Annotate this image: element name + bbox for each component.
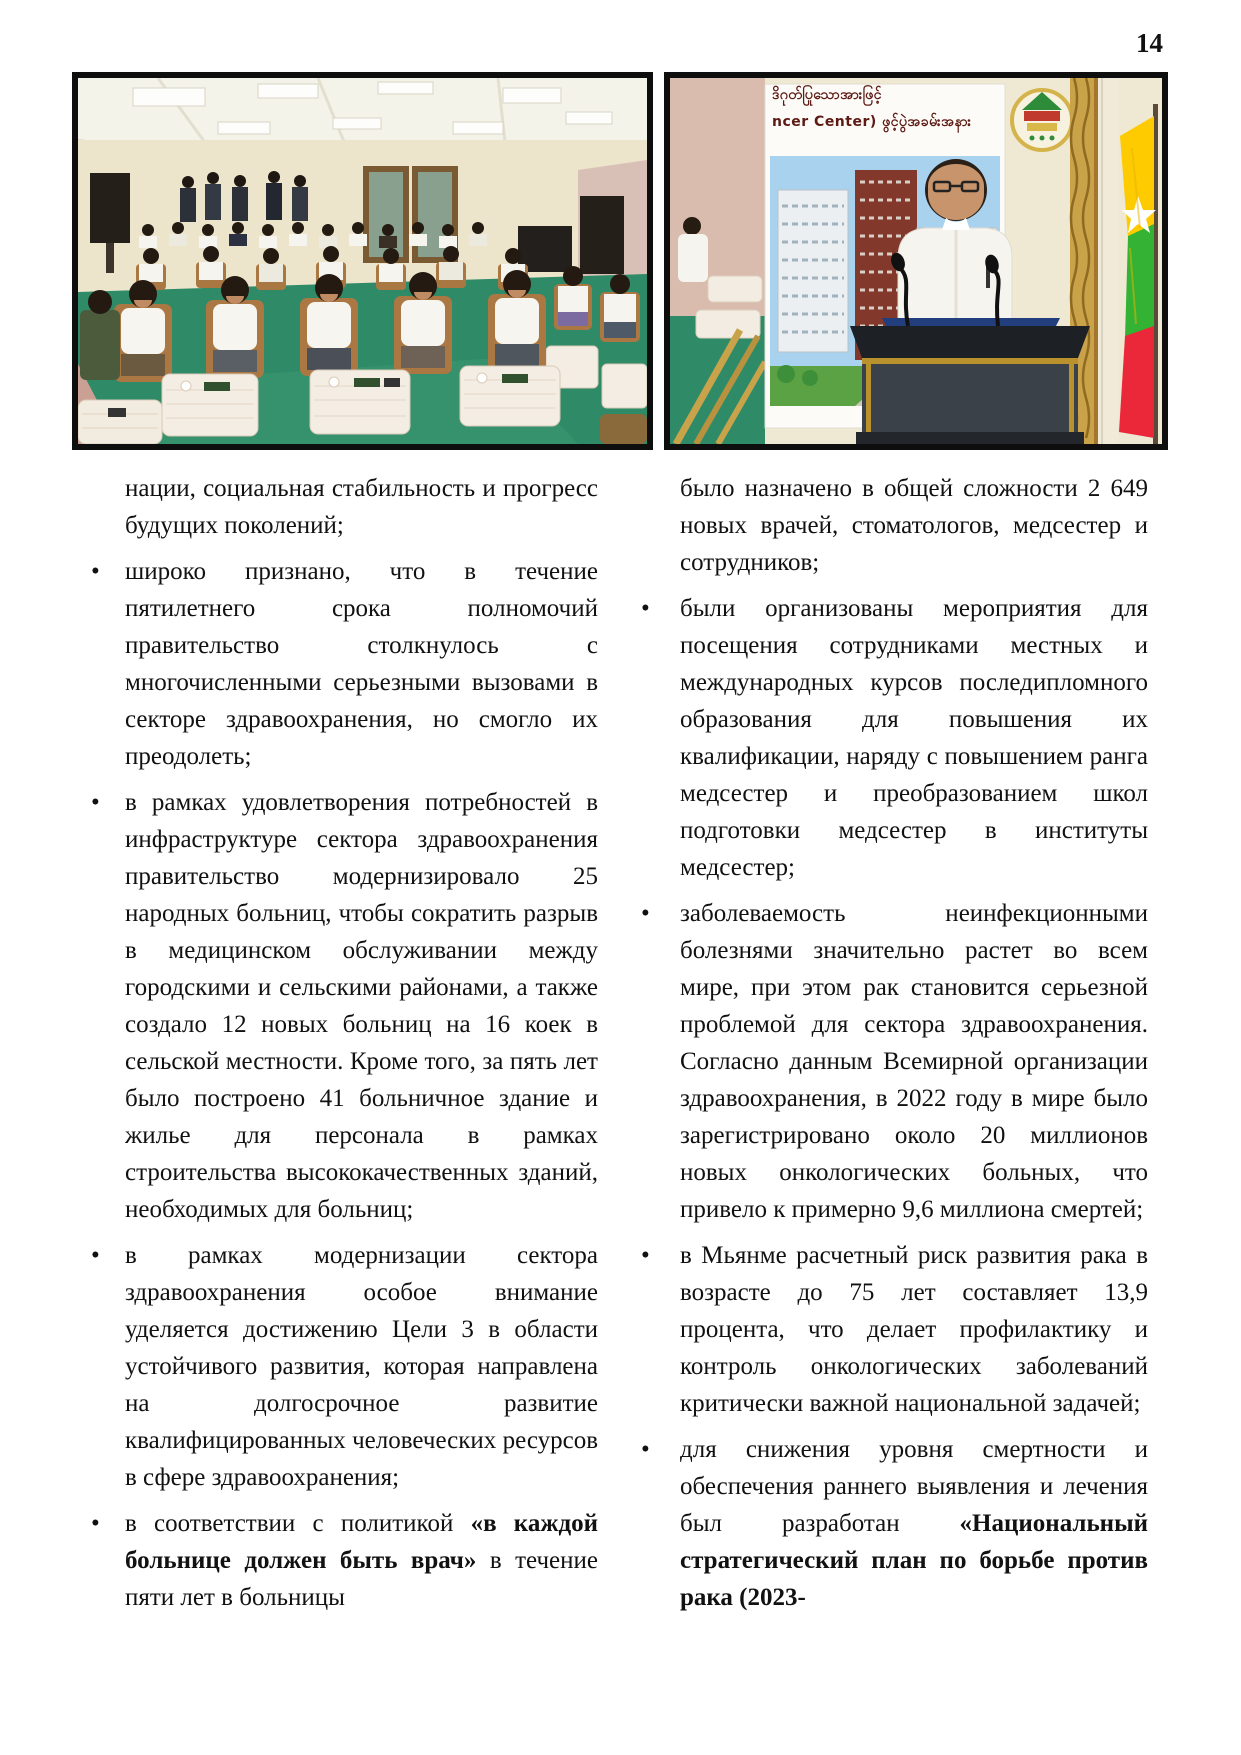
list-item [641, 590, 1148, 886]
list-item [641, 1237, 1148, 1422]
conference-hall-scene [78, 78, 647, 444]
bullet-text: в рамках удовлетворения потребностей в инфраструктуре сектора здравоохранения правительство модернизировало 25 народных больниц, чтобы сократить разрыв в медицинском обслуживании между городскими и сельскими районами, а также создало 12 новых больниц на 16 коек в сельской местности. Кроме того, за пять лет было построено 41 больничное здание и жилье для персонала в рамках строительства высококачественных зданий, необходимых для больниц; [125, 789, 598, 1223]
bullet-icon: • [91, 1510, 100, 1537]
bullet-text-bold: «в каждой больнице должен быть врач» [125, 1510, 598, 1574]
poster-caption [772, 82, 1000, 136]
bullet-text-bold: «Национальный стратегический план по борьбе против рака (2023- [680, 1510, 1148, 1611]
bullet-icon: • [641, 595, 650, 622]
bullet-icon: • [641, 1436, 650, 1463]
bullet-text: в Мьянме расчетный риск развития рака в возрасте до 75 лет составляет 13,9 процента, что делает профилактику и контроль онкологических заболеваний критически важной национальной задачей; [680, 1242, 1148, 1417]
text-column-left [91, 470, 598, 1625]
list-item [91, 1237, 598, 1496]
bullet-icon: • [641, 1242, 650, 1269]
podium [850, 318, 1090, 444]
speaker-left [90, 173, 130, 243]
bullet-text: широко признано, что в течение пятилетнего срока полномочий правительство столкнулось с многочисленными серьезными вызовами в секторе здравоохранения, но смогло их преодолеть; [125, 558, 598, 770]
poster-caption-line2: ncer Center) ဖွင့်ပွဲအခမ်းအနား [772, 114, 972, 130]
paragraph-continuation: было назначено в общей сложности 2 649 новых врачей, стоматологов, медсестер и сотрудников; [680, 475, 1148, 576]
poster-caption-line1: ဒိဂုတ်ပြုသောအားဖြင့် [772, 87, 882, 103]
hall-glimpse [670, 78, 765, 444]
bullet-text: в соответствии с политикой [125, 1510, 471, 1537]
list-item [91, 1505, 598, 1616]
page-number: 14 [1136, 28, 1163, 58]
bullet-text: в рамках модернизации сектора здравоохранения особое внимание уделяется достижению Цели 3 в области устойчивого развития, которая направлена на долгосрочное развитие квалифицированных человеческих ресурсов в сфере здравоохранения; [125, 1242, 598, 1491]
bullet-text: заболеваемость неинфекционными болезнями значительно растет во всем мире, при этом рак становится серьезной проблемой для сектора здравоохранения. Согласно данным Всемирной организации здравоохранения, в 2022 году в мире было зарегистрировано около 20 миллионов новых онкологических больных, что привело к примерно 9,6 миллиона смертей; [680, 900, 1148, 1223]
list-item [91, 553, 598, 775]
ministry-emblem [1012, 90, 1072, 150]
bullet-text: для снижения уровня смертности и обеспечения раннего выявления и лечения был разработан [680, 1436, 1148, 1537]
photo-right [664, 72, 1168, 450]
bullet-text: в течение пяти лет в больницы [125, 1547, 598, 1611]
bullet-icon: • [91, 789, 100, 816]
list-item [641, 895, 1148, 1228]
text-column-right [641, 470, 1148, 1625]
bullet-icon: • [91, 1242, 100, 1269]
photo-strip [72, 72, 1168, 450]
speaker-right [580, 196, 624, 274]
bullet-text: были организованы мероприятия для посещения сотрудниками местных и международных курсов последипломного образования для повышения их квалификации, наряду с повышением ранга медсестер и преобразованием школ подготовки медсестер в институты медсестер; [680, 595, 1148, 881]
bullet-icon: • [91, 558, 100, 585]
bullet-icon: • [641, 900, 650, 927]
rattan-chair-arm [600, 414, 647, 444]
list-item [91, 784, 598, 1228]
list-item [641, 1431, 1148, 1616]
paragraph-continuation: нации, социальная стабильность и прогресс будущих поколений; [125, 475, 598, 539]
photo-left [72, 72, 653, 450]
